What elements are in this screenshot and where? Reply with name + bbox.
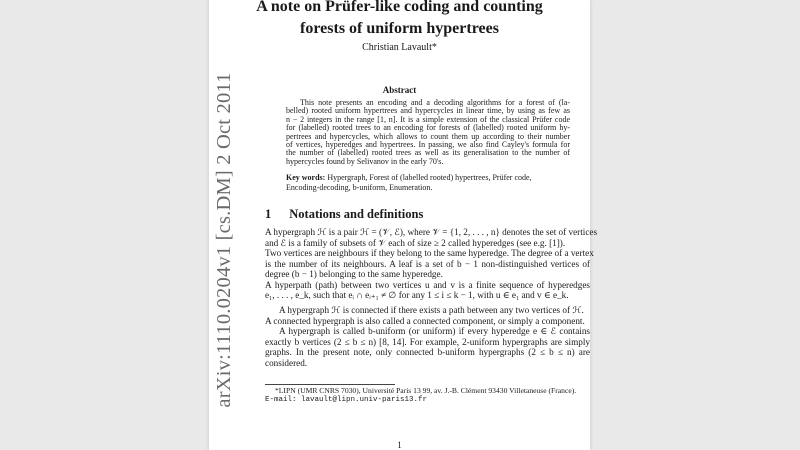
section-title: Notations and definitions [289, 207, 424, 221]
keywords-text: Hypergraph, Forest of (labelled rooted) hypertrees, Prüfer code, [325, 173, 532, 182]
body-line: and ℰ is a family of subsets of 𝒱 each of size ≥ 2 called hyperedges (see e.g. [1]). [265, 237, 566, 248]
body-line: A hypergraph ℋ is a pair ℋ = (𝒱, ℰ), where 𝒱 = {1, 2, . . . , n} denotes the set of vertices [265, 227, 598, 237]
abstract-line: hypercycles found by Selivanov in the early 70's. [286, 156, 444, 166]
page-number: 1 [397, 440, 402, 450]
abstract-heading: Abstract [382, 85, 417, 95]
abstract-line: n − 2 integers in the range [1, n]. It is a simple extension of the classical Prüfer code [286, 114, 570, 124]
body-line: is the number of its neighbours. A leaf is a set of b − 1 non-distinguished vertices of [265, 258, 590, 269]
author: Christian Lavault* [362, 42, 437, 53]
body-line: degree (b − 1) belonging to the same hyperedge. [265, 269, 443, 279]
keywords-line-1 [286, 174, 570, 182]
section-number: 1 [265, 207, 272, 221]
footnote-email: E-mail: lavault@lipn.univ-paris13.fr [265, 396, 428, 404]
paper-title-line-2: forests of uniform hypertrees [300, 20, 499, 37]
abstract-line: belled) rooted uniform hypertrees and hypercycles in linear time, by using as few as [286, 106, 570, 116]
footnote-rule [265, 384, 395, 385]
footnote: *LIPN (UMR CNRS 7030), Université Paris 13 99, av. J.-B. Clément 93430 Villetaneuse (France). [275, 386, 577, 395]
body-line: A hypergraph ℋ is connected if there exists a path between any two vertices of ℋ. [279, 305, 584, 315]
paper-page [209, 0, 598, 450]
body-line: graphs. In the present note, only connected b-uniform hypergraphs (2 ≤ b ≤ n) are [265, 347, 590, 357]
abstract-line: the number of (labelled) rooted trees as well as its generalisation to the number of [286, 148, 570, 158]
keywords-label: Key words: [286, 173, 326, 182]
paper-title-line-1: A note on Prüfer-like coding and counting [256, 0, 543, 15]
body-line: exactly b vertices (2 ≤ b ≤ n) [8, 14]. For example, 2-uniform hypergraphs are simply [265, 336, 590, 347]
keywords-line-2: Encoding-decoding, b-uniform, Enumeration. [286, 183, 433, 192]
body-line: A hyperpath (path) between two vertices u and v is a finite sequence of hyperedges [265, 279, 590, 290]
arxiv-side-label: arXiv:1110.0204v1 [cs.DM] 2 Oct 2011 [213, 72, 235, 408]
abstract-line: of vertices, hyperedges and hypertrees. In passing, we also find Cayley's formula for [286, 140, 570, 149]
body-line: Two vertices are neighbours if they belong to the same hyperedge. The degree of a vertex [265, 248, 594, 258]
abstract-line: for (labelled) rooted trees to an encoding for forests of (labelled) rooted uniform hy- [286, 123, 570, 133]
body-line: considered. [265, 357, 308, 368]
body-line: A connected hypergraph is also called a connected component, or simply a component. [265, 315, 585, 326]
abstract-line: pertrees and hypercycles, which allows to count them up according to their number [286, 131, 570, 141]
section-heading [265, 207, 423, 221]
abstract-line: This note presents an encoding and a decoding algorithms for a forest of (la- [300, 98, 570, 107]
body-line: e₁, . . . , e_k, such that eᵢ ∩ eᵢ₊₁ ≠ ∅ for any 1 ≤ i ≤ k − 1, with u ∈ e₁ and v ∈ e_k. [265, 290, 569, 300]
body-line: A hypergraph is called b-uniform (or uniform) if every hyperedge e ∈ ℰ contains [279, 326, 590, 336]
